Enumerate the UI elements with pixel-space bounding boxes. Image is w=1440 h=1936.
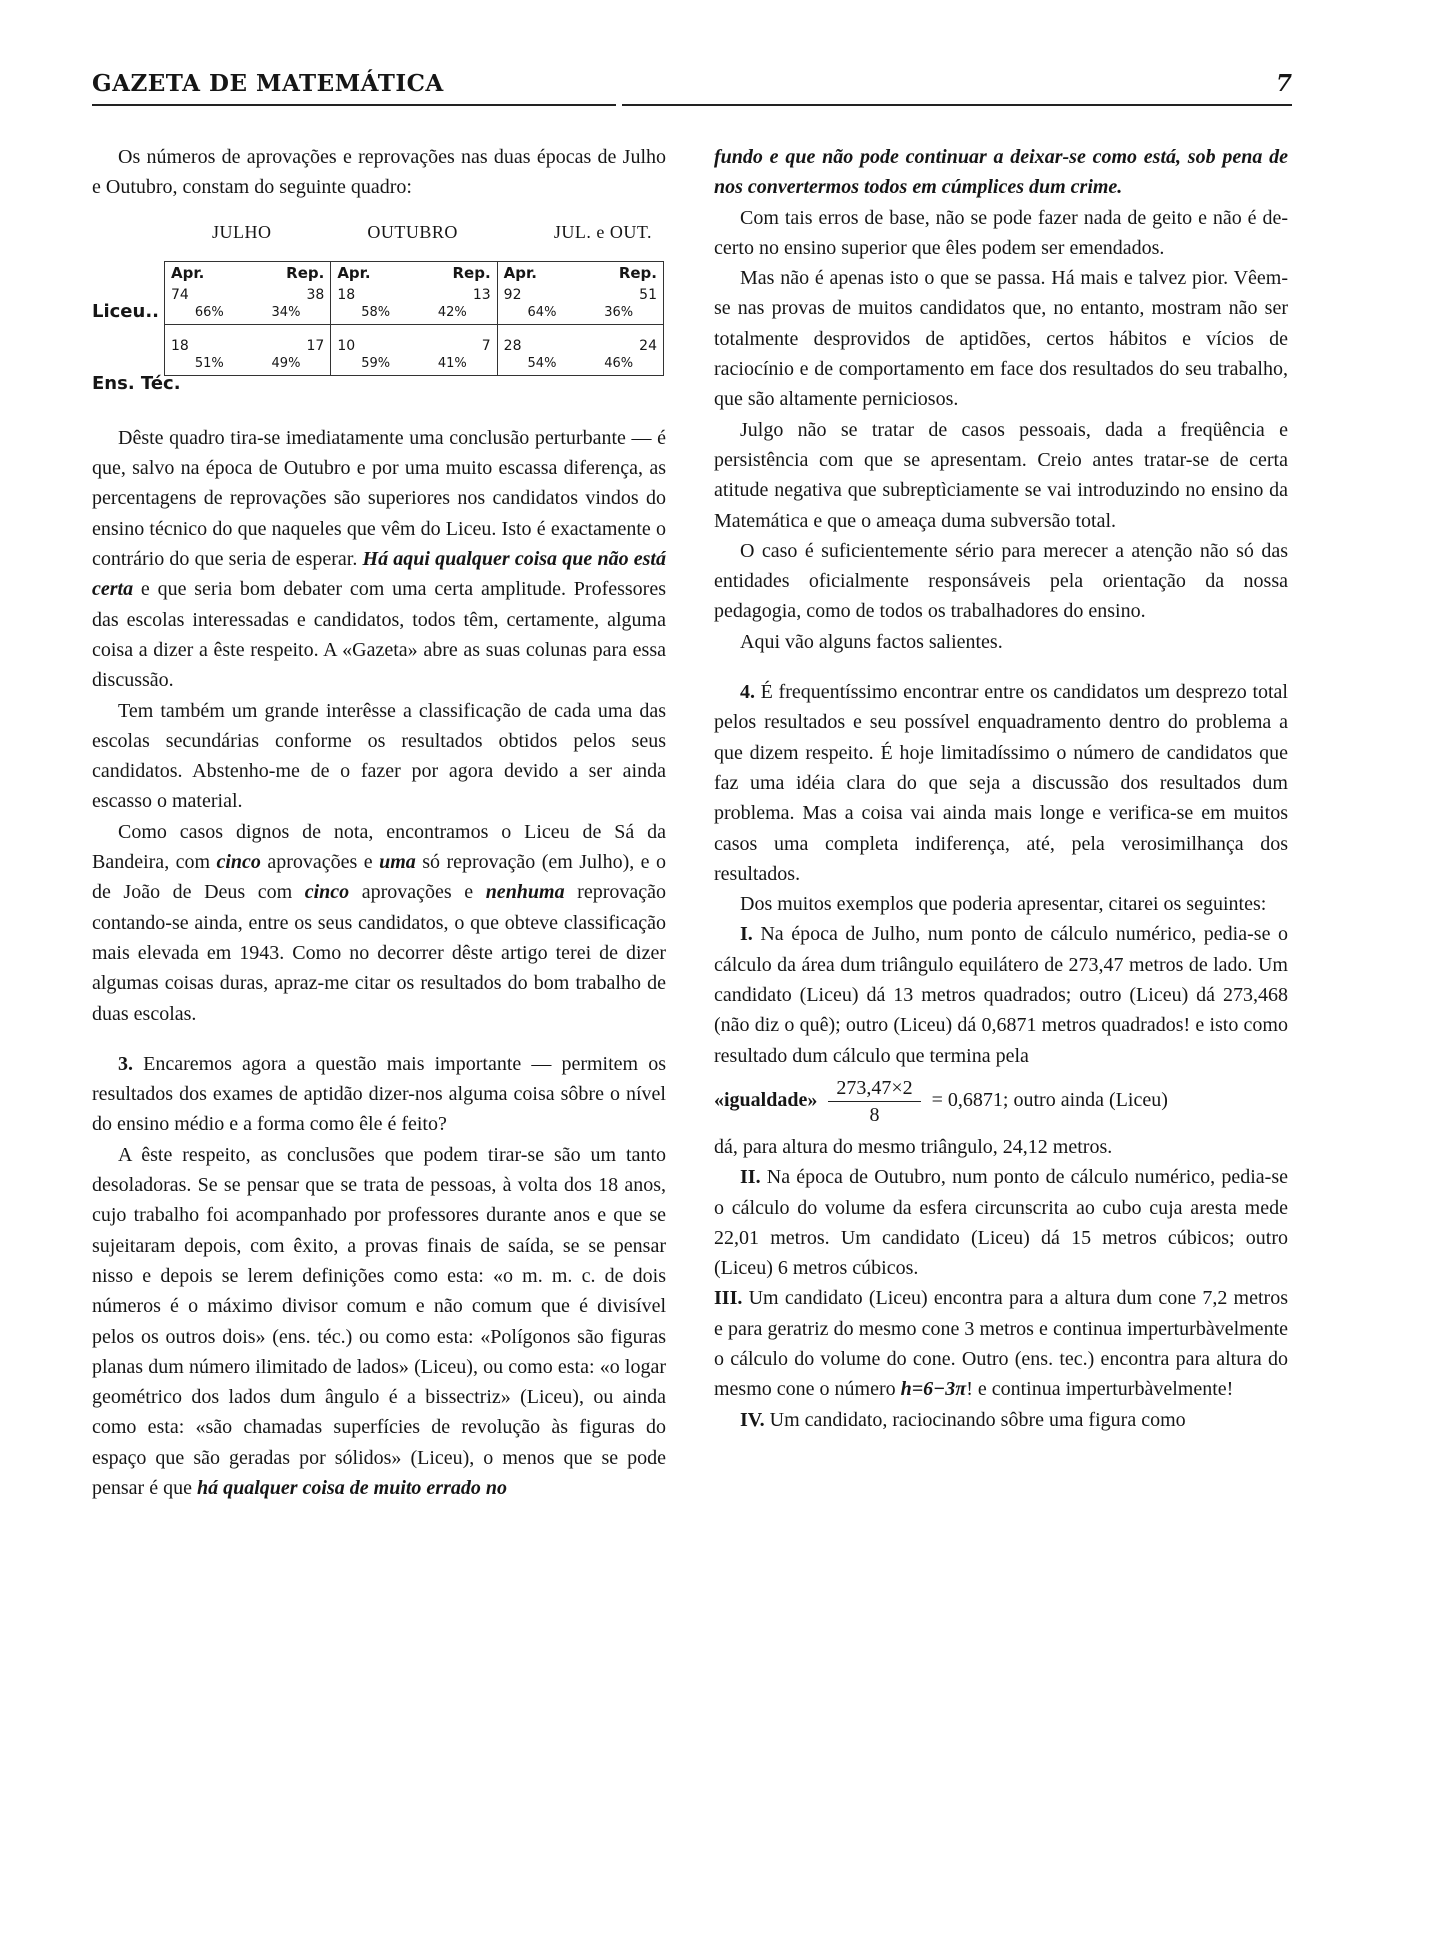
paragraph: Tem também um grande interêsse a classificação de cada uma das escolas secundárias conforme os resultados obtidos pelos seus candidatos. Abstenho-me de o fazer por agora devido a ser ainda escasso o material. [92,699,666,813]
table-row [165,324,664,375]
formula [714,1075,1288,1128]
text: = 0,6871; outro ainda (Liceu) [931,1089,1168,1111]
running-header [92,66,1292,106]
cell: 74 [171,286,189,303]
section-3 [92,1049,666,1140]
paragraph: Aqui vão alguns factos salientes. [740,630,1003,653]
section-number: 4. [740,681,755,704]
text: A êste respeito, as conclusões que podem tirar-se são um tanto desoladoras. Se se pensar que se trata de pessoas, à volta dos 18 anos, cujo trabalho foi acompanhado por professores durante anos e que se sujeitaram depois, com êxito, a provas finais de saída, se se pensar nisso e depois se lerem definições como esta: «o m. m. c. de dois números é o máximo divisor comum e não comum que é divisível pelos os outros dois» (ens. téc.) ou como esta: «Polígonos são figuras planas dum número ilimitado de lados» (Liceu), ou como esta: «o logar geométrico dos lados dum ângulo é a bissectriz» (Liceu), ou ainda como esta: «são chamadas superfícies de revolução às figuras do espaço que são geradas por sólidos» (Liceu), o menos que se pode pensar é que [92,1143,666,1499]
left-column [92,142,666,1503]
example-4 [714,1405,1288,1435]
paragraph [92,817,666,1029]
cell: 51 [639,286,657,303]
text: ! e continua imperturbàvelmente! [966,1378,1234,1401]
text: aprovações e [260,851,380,874]
cell: 49% [271,355,301,371]
column-header: JULHO [212,221,272,242]
cell: 36% [604,304,634,320]
paragraph: Julgo não se tratar de casos pessoais, dada a freqüência e persistência com que se apresentam. Creio antes tratar-se de certa atitude negativa que subreptìciamente se vai introduzindo no ensino da Matemática e que o ameaça duma subversão total. [714,418,1288,532]
cell: 34% [271,304,301,320]
rep-header: Rep. [452,263,491,282]
text: Dêste quadro tira-se imediatamente uma conclusão perturbante — é que, salvo na época de Outubro e por uma muito escassa diferença, as percentagens de reprovações são superiores nos candidatos vindos do ensino técnico do que naqueles que vêm do Liceu. Isto é exactamente o contrário do que seria de esperar. [92,426,666,571]
cell: 92 [503,286,522,303]
text: só reprovação (em Julho), e o de João de Deus com [92,851,666,904]
cell: 46% [604,355,634,371]
paragraph: Mas não é apenas isto o que se passa. Há mais e talvez pior. Vêem-se nas provas de muitos candidatos que, no entanto, mostram não ser totalmente desprovidos de aptidões, certos hábitos e vícios de raciocínio e de comportamento em face dos resultados do seu trabalho, que são altamente perniciosos. [714,267,1288,411]
cell: 38 [306,286,325,303]
cell: 17 [306,337,325,354]
cell: 42% [437,304,467,320]
text: reprovação contando-se ainda, entre os seus candidatos, o que obteve classificação mais elevada em 1943. Como no decorrer dêste artigo terei de dizer algumas coisas duras, apraz-me citar os resultados do bom trabalho de duas escolas. [92,881,667,1025]
paragraph-continuation: fundo e que não pode continuar a deixar-se como está, sob pena de nos convertermos todos em cúmplices dum crime. [714,146,1288,199]
cell: 10 [337,337,356,354]
row-label: Ens. Téc. [92,372,181,394]
row-label: Liceu.. [92,300,160,322]
cell: 51% [194,355,224,371]
emphasis: cinco [304,881,350,904]
header-rule [622,104,1292,106]
column-header: OUTUBRO [367,221,458,242]
text: Encaremos agora a questão mais importante — permitem os resultados dos exames de aptidão dizer-nos alguma coisa sôbre o nível do ensino médio e a forma como êle é feito? [92,1052,666,1136]
paragraph: Com tais erros de base, não se pode fazer nada de geito e não é de-certo no ensino superior que êles podem ser emendados. [714,206,1288,259]
cell: 58% [361,304,391,320]
header-rule [92,104,616,106]
example-1 [714,919,1288,1070]
cell: 41% [437,355,467,371]
denominator: 8 [869,1103,880,1126]
text: aprovações e [349,881,486,904]
example-2 [714,1162,1288,1283]
example-number: IV. [740,1408,765,1431]
cell: 24 [639,337,657,354]
cell: 28 [503,337,522,354]
text: É frequentíssimo encontrar entre os candidatos um desprezo total pelos resultados e seu possível enquadramento dentro do problema a que dizem respeito. É hoje limitadíssimo o número de candidatos que faz uma idéia clara do que seja a discussão dos resultados dum problema. Mas a coisa vai ainda mais longe e verifica-se em muitos casos uma completa indiferença, até, pela verosimilhança dos resultados. [714,681,1288,885]
cell: 13 [472,286,491,303]
numerator: 273,47×2 [828,1075,920,1102]
cell: 54% [527,355,557,371]
example-number: II. [740,1166,761,1189]
table-row [165,284,664,325]
text: Na época de Julho, num ponto de cálculo numérico, pedia-se o cálculo da área dum triângulo equilátero de 273,47 metros de lado. Um candidato (Liceu) dá 13 metros quadrados; outro (Liceu) dá 273,468 (não diz o quê); outro (Liceu) dá 0,6871 metros quadrados! e isto como resultado dum cálculo que termina pela [714,923,1288,1067]
emphasis: uma [379,851,416,874]
example-number: III. [714,1287,743,1310]
cell: 59% [361,355,391,371]
paragraph: O caso é suficientemente sério para merecer a atenção não só das entidades oficialmente responsáveis pela orientação da nossa pedagogia, como de todos os trabalhadores do ensino. [714,539,1288,623]
text: Um candidato, raciocinando sôbre uma figura como [764,1408,1186,1431]
text: Um candidato (Liceu) encontra para a altura dum cone 7,2 metros e para geratriz do mesmo cone 3 metros e continua imperturbàvelmente o cálculo do volume do cone. Outro (ens. tec.) encontra para altura do mesmo cone o número [714,1287,1288,1401]
math: h=6−3π [900,1378,967,1401]
paragraph [92,1140,666,1504]
column-header: JUL. e OUT. [553,221,652,242]
page-number: 7 [1275,70,1292,97]
emphasis: Há aqui qualquer coisa que não está certa [92,548,666,601]
emphasis: há qualquer coisa de muito errado no [196,1476,507,1499]
apr-header: Apr. [337,263,371,282]
text: Como casos dignos de nota, encontramos o Liceu de Sá da Bandeira, com [92,820,666,874]
cell: 18 [171,337,189,354]
right-column [714,142,1288,1435]
text: «igualdade» [714,1089,818,1111]
cell: 64% [527,304,557,320]
rep-header: Rep. [286,263,325,282]
example-3 [714,1283,1288,1404]
results-table [92,261,666,423]
text: Na época de Outubro, num ponto de cálculo numérico, pedia-se o cálculo do volume da esfera circunscrita ao cubo cuja aresta mede 22,01 metros. Um candidato (Liceu) dá 15 metros cúbicos; outro (Liceu) 6 metros cúbicos. [714,1166,1288,1280]
table-column-headers [212,217,652,247]
fraction [828,1075,920,1128]
paragraph: Os números de aprovações e reprovações nas duas épocas de Julho e Outubro, constam do seguinte quadro: [92,146,666,199]
paragraph: dá, para altura do mesmo triângulo, 24,12 metros. [714,1135,1113,1158]
emphasis: cinco [216,851,261,874]
example-number: I. [740,923,753,946]
journal-title: GAZETA DE MATEMÁTICA [92,70,444,97]
rep-header: Rep. [618,263,657,282]
apr-header: Apr. [171,263,205,282]
paragraph [92,423,666,696]
section-4 [714,677,1288,889]
apr-header: Apr. [503,263,537,282]
cell: 7 [481,337,491,354]
emphasis: nenhuma [485,881,565,904]
section-number: 3. [118,1052,133,1075]
cell: 66% [194,304,224,320]
results-grid [164,261,664,376]
text: e que seria bom debater com uma certa amplitude. Professores das escolas interessadas e candidatos, todos têm, certamente, alguma coisa a dizer a êste respeito. A «Gazeta» abre as suas colunas para essa discussão. [92,578,666,692]
paragraph: Dos muitos exemplos que poderia apresentar, citarei os seguintes: [740,893,1267,916]
cell: 18 [337,286,356,303]
